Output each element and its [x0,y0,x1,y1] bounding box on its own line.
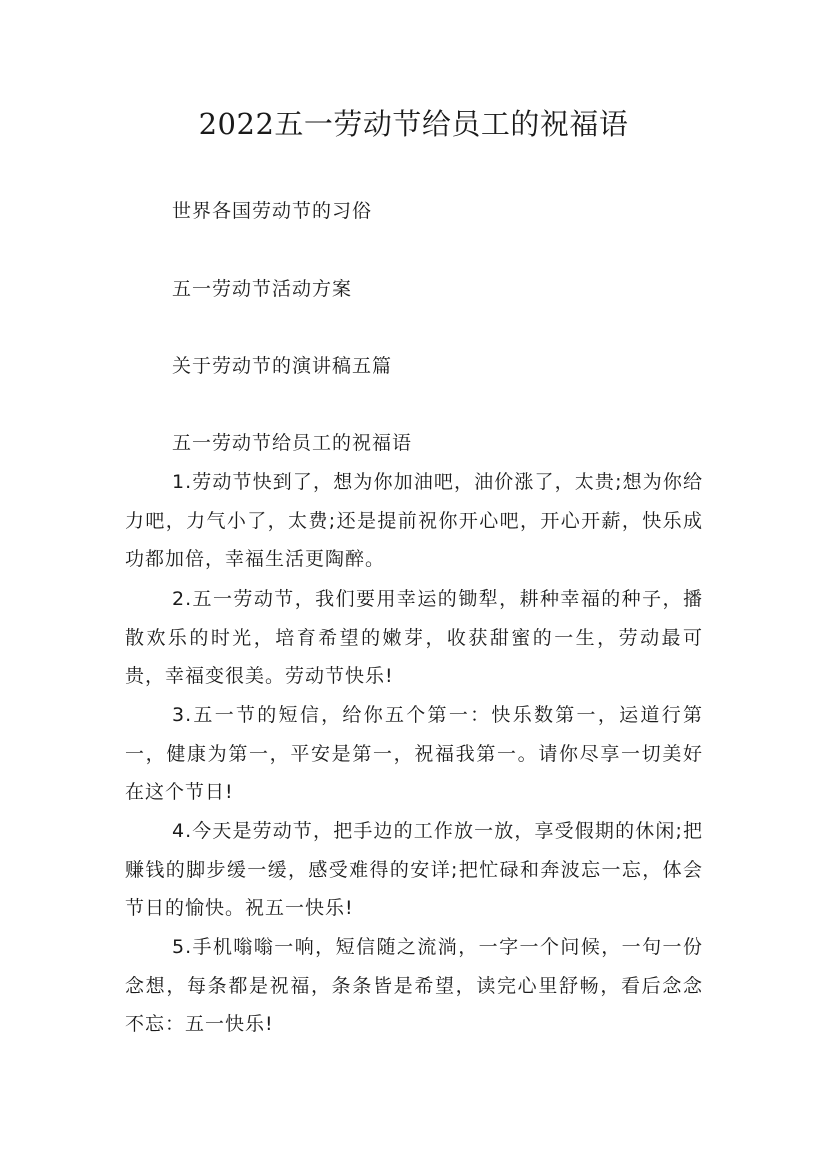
related-article-link[interactable]: 关于劳动节的演讲稿五篇 [172,355,393,377]
greeting-paragraph: 4.今天是劳动节，把手边的工作放一放，享受假期的休闲;把赚钱的脚步缓一缓，感受难得的安详;把忙碌和奔波忘一忘，体会节日的愉快。祝五一快乐! [125,820,703,919]
greeting-paragraph: 2.五一劳动节，我们要用幸运的锄犁，耕种幸福的种子，播散欢乐的时光，培育希望的嫩芽，收获甜蜜的一生，劳动最可贵，幸福变很美。劳动节快乐! [125,588,703,687]
related-article-link[interactable]: 五一劳动节活动方案 [172,278,353,300]
document-title: 2022五一劳动节给员工的祝福语 [198,107,629,141]
greeting-paragraph: 1.劳动节快到了，想为你加油吧，油价涨了，太贵;想为你给力吧，力气小了，太费;还是提前祝你开心吧，开心开薪，快乐成功都加倍，幸福生活更陶醉。 [125,471,703,570]
section-heading: 五一劳动节给员工的祝福语 [172,432,413,454]
greeting-paragraph: 5.手机嗡嗡一响，短信随之流淌，一字一个问候，一句一份念想，每条都是祝福，条条皆是希望，读完心里舒畅，看后念念不忘：五一快乐! [125,936,703,1035]
greeting-paragraph: 3.五一节的短信，给你五个第一：快乐数第一，运道行第一，健康为第一，平安是第一，祝福我第一。请你尽享一切美好在这个节日! [125,704,703,803]
related-article-link[interactable]: 世界各国劳动节的习俗 [172,200,373,222]
